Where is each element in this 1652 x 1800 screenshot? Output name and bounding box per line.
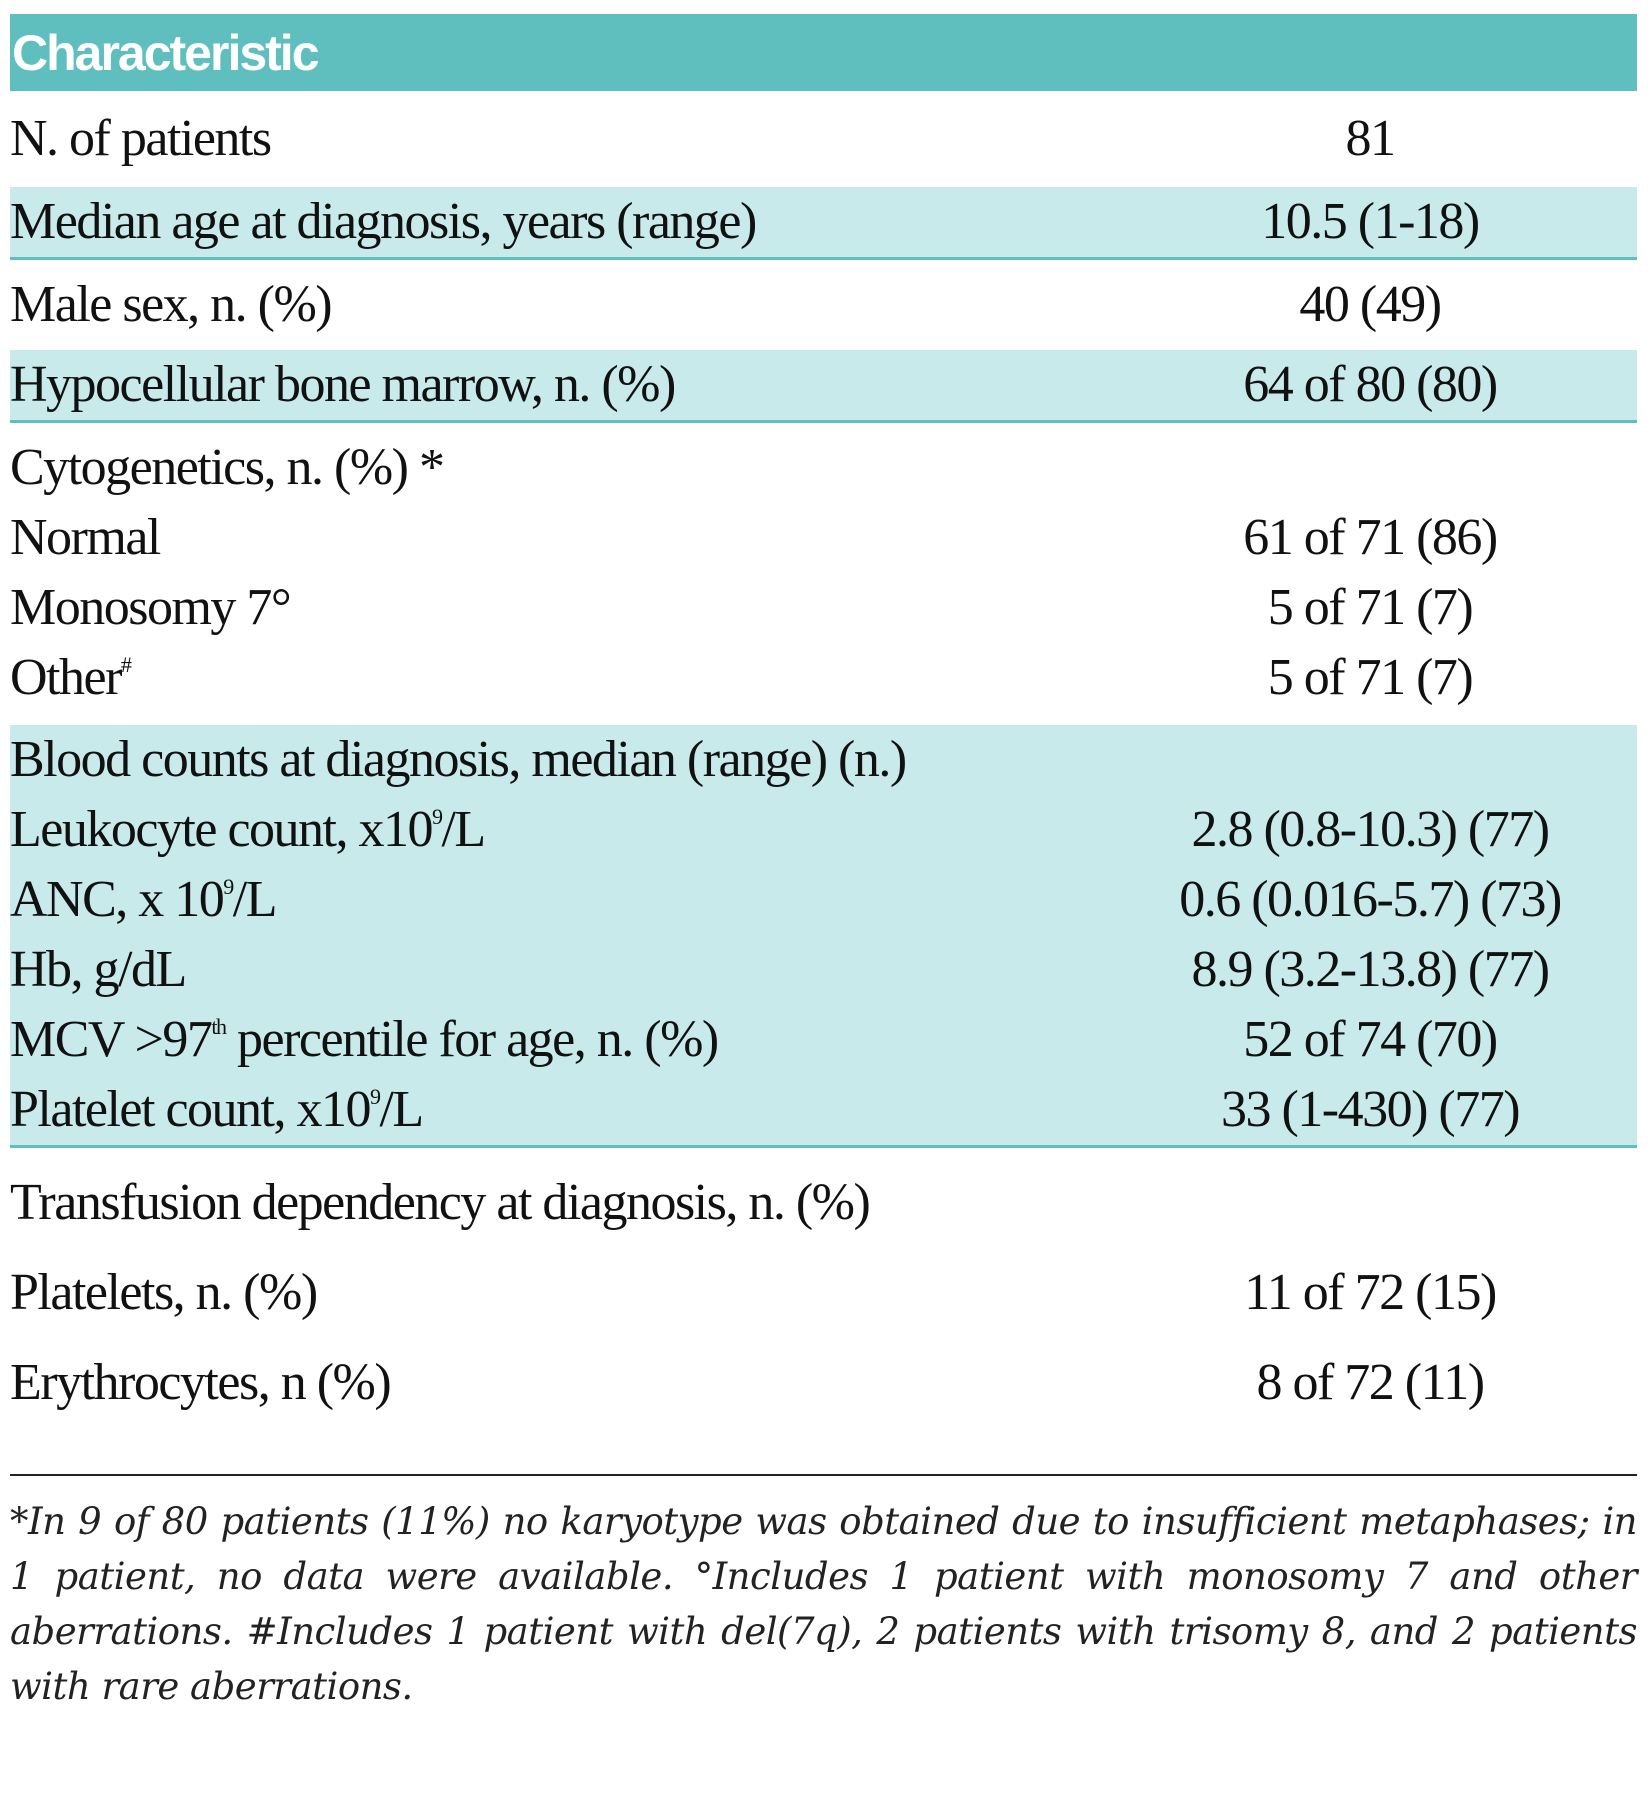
row-group-median-age	[10, 187, 1637, 260]
row-value: 0.6 (0.016-5.7) (73)	[1179, 871, 1561, 928]
table-row	[10, 1005, 1637, 1075]
table-row	[10, 260, 1637, 350]
table-row	[10, 1248, 1637, 1338]
row-group-patients	[10, 91, 1637, 187]
row-label-unit: /L	[441, 801, 485, 858]
row-value: 61 of 71 (86)	[1243, 509, 1497, 566]
row-value: 2.8 (0.8-10.3) (77)	[1191, 801, 1549, 858]
row-label	[10, 1005, 1080, 1075]
row-value: 11 of 72 (15)	[1244, 1264, 1496, 1321]
row-label: Male sex, n. (%)	[10, 276, 332, 333]
table-row	[10, 187, 1637, 257]
row-value: 8.9 (3.2-13.8) (77)	[1191, 941, 1549, 998]
row-value: 5 of 71 (7)	[1267, 649, 1473, 706]
row-label: Platelets, n. (%)	[10, 1264, 317, 1321]
table-footnote: *In 9 of 80 patients (11%) no karyotype was obtained due to insufficient metaphases; in 1 patient, no data were available. °Includes 1 patient with monosomy 7 and other aberrations. #Includes 1 patient with del(7q), 2 patients with trisomy 8, and 2 patients with rare aberrations.	[10, 1500, 1637, 1708]
footnote-mark: #	[120, 651, 131, 677]
row-label	[10, 643, 1080, 713]
footnote-divider	[10, 1474, 1637, 1476]
row-value: 8 of 72 (11)	[1256, 1354, 1484, 1411]
superscript: th	[211, 1013, 226, 1039]
row-group-blood-counts	[10, 725, 1637, 1148]
table-row	[10, 865, 1637, 935]
row-label	[10, 795, 1080, 865]
table-row	[10, 573, 1637, 643]
row-label-text: Platelet count, x10	[10, 1081, 370, 1138]
row-label-unit: /L	[379, 1081, 423, 1138]
characteristics-table	[10, 14, 1637, 1714]
row-label: N. of patients	[10, 110, 271, 167]
header-title: Characteristic	[12, 24, 318, 81]
row-group-cytogenetics	[10, 423, 1637, 725]
row-value: 33 (1-430) (77)	[1220, 1081, 1520, 1138]
row-value: 81	[1345, 110, 1395, 167]
row-label-text: Other	[10, 649, 121, 706]
row-label: Cytogenetics, n. (%) *	[10, 439, 444, 496]
row-label: Median age at diagnosis, years (range)	[10, 193, 756, 250]
row-value: 10.5 (1-18)	[1261, 193, 1479, 250]
row-label-text: Leukocyte count, x10	[10, 801, 432, 858]
row-label: Normal	[10, 509, 160, 566]
row-label: Transfusion dependency at diagnosis, n. (%)	[10, 1174, 870, 1231]
row-label: Hb, g/dL	[10, 941, 186, 998]
table-row	[10, 503, 1637, 573]
superscript: 9	[223, 873, 233, 899]
row-label-text: ANC, x 10	[10, 871, 224, 928]
table-row	[10, 350, 1637, 420]
table-row	[10, 725, 1637, 795]
row-label: Monosomy 7°	[10, 579, 291, 636]
table-row	[10, 643, 1637, 713]
table-row	[10, 433, 1637, 503]
table-row	[10, 795, 1637, 865]
table-row	[10, 1158, 1637, 1248]
row-label: Blood counts at diagnosis, median (range) (n.)	[10, 731, 906, 788]
row-group-transfusion	[10, 1148, 1637, 1428]
table-row	[10, 1338, 1637, 1428]
table-row	[10, 1075, 1637, 1145]
superscript: 9	[369, 1083, 380, 1109]
row-value: 52 of 74 (70)	[1243, 1011, 1497, 1068]
row-group-hypocellular	[10, 350, 1637, 423]
row-label	[10, 1075, 1080, 1145]
table-header	[10, 14, 1637, 91]
row-label-unit: /L	[232, 871, 277, 928]
superscript: 9	[431, 803, 442, 829]
row-group-male-sex	[10, 260, 1637, 350]
row-value: 64 of 80 (80)	[1243, 356, 1497, 413]
row-label-unit: percentile for age, n. (%)	[225, 1011, 718, 1068]
row-label-text: MCV >97	[10, 1011, 212, 1068]
row-value: 5 of 71 (7)	[1267, 579, 1473, 636]
row-value: 40 (49)	[1299, 276, 1441, 333]
row-label	[10, 865, 1080, 935]
table-row	[10, 935, 1637, 1005]
row-label: Hypocellular bone marrow, n. (%)	[10, 356, 675, 413]
row-label: Erythrocytes, n (%)	[10, 1354, 391, 1411]
table-row	[10, 91, 1637, 187]
